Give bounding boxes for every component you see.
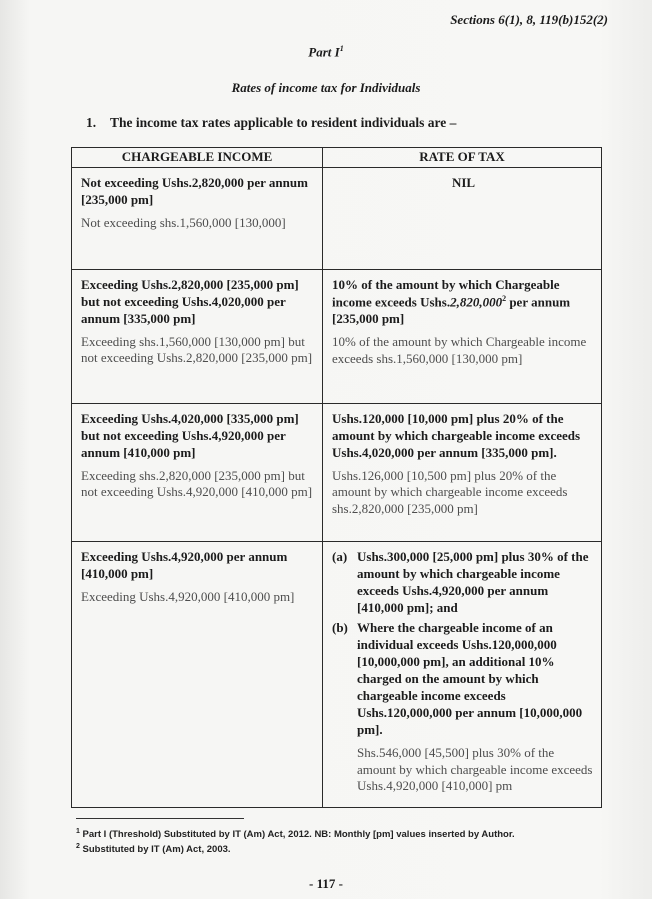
subtitle: Rates of income tax for Individuals [231,80,421,95]
table-header-row [72,148,602,168]
table-row [72,403,602,541]
col-header-rate-of-tax: RATE OF TAX [323,148,602,168]
page-number: - 117 - [309,876,343,891]
income-cell [72,269,323,403]
income-text: Exceeding Ushs.4,920,000 per annum [410,000 pm] [81,548,288,581]
income-cell [72,541,323,807]
footnote-2: $^2$ Substituted by IT (Am) Act, 2003. [76,843,231,856]
intro-number: 1. [86,115,97,130]
intro-paragraph [86,115,456,131]
income-text: Exceeding Ushs.4,020,000 [335,000 pm] but not exceeding Ushs.4,920,000 per annum [410,000 pm] [81,410,299,460]
income-old-text: Exceeding shs.1,560,000 [130,000 pm] but not exceeding Ushs.2,820,000 [235,000 pm] [81,333,313,366]
table-row [72,167,602,269]
rate-text: Ushs.120,000 [10,000 pm] plus 20% of the amount by which chargeable income exceeds Ushs.4,020,000 per annum [335,000 pm]. [332,410,581,460]
rate-item-b: (b) Where the chargeable income of an individual exceeds Ushs.120,000,000 [10,000,000 pm], an additional 10% charged on the amount by which chargeable income exceeds Ushs.120,000,000 per annum [10,000,000 pm]. [332,620,583,737]
rate-text: 10% of the amount by which Chargeable income exceeds Ushs.2,820,000$^2$ per annum [235,000 pm] [332,276,571,326]
rate-cell [323,167,602,269]
intro-text: The income tax rates applicable to resident individuals are – [110,115,457,130]
income-cell [72,167,323,269]
income-old-text: Exceeding Ushs.4,920,000 [410,000 pm] [81,588,295,604]
rate-item-a: (a) Ushs.300,000 [25,000 pm] plus 30% of the amount by which chargeable income exceeds Ushs.4,920,000 per annum [410,000 pm]; and [332,548,589,615]
income-old-text: Not exceeding shs.1,560,000 [130,000] [81,214,286,230]
table-row [72,541,602,807]
tax-rates-table [71,147,602,808]
rate-old-text: 10% of the amount by which Chargeable income exceeds shs.1,560,000 [130,000 pm] [332,333,587,366]
rate-text: NIL [451,174,476,190]
table-row [72,269,602,403]
rate-old-text: Ushs.126,000 [10,500 pm] plus 20% of the amount by which chargeable income exceeds shs.2,820,000 [235,000 pm] [332,467,568,517]
footnote-divider [76,818,244,819]
rate-cell [323,541,602,807]
col-header-chargeable-income: CHARGEABLE INCOME [72,148,323,168]
section-reference: Sections 6(1), 8, 119(b)152(2) [450,12,608,27]
rate-cell [323,403,602,541]
income-text: Exceeding Ushs.2,820,000 [235,000 pm] but not exceeding Ushs.4,020,000 per annum [335,000 pm] [81,276,299,326]
rate-old-text: Shs.546,000 [45,500] plus 30% of the amount by which chargeable income exceeds Ushs.4,920,000 [410,000] pm [357,744,593,794]
part-title: Part $I^1$ [308,44,344,60]
footnote-1: $^1$ Part I (Threshold) Substituted by IT (Am) Act, 2012. NB: Monthly [pm] values inserted by Author. [76,828,515,841]
income-text: Not exceeding Ushs.2,820,000 per annum [235,000 pm] [81,174,308,207]
income-old-text: Exceeding shs.2,820,000 [235,000 pm] but not exceeding Ushs.4,920,000 [410,000 pm] [81,467,313,500]
rate-cell [323,269,602,403]
income-cell [72,403,323,541]
